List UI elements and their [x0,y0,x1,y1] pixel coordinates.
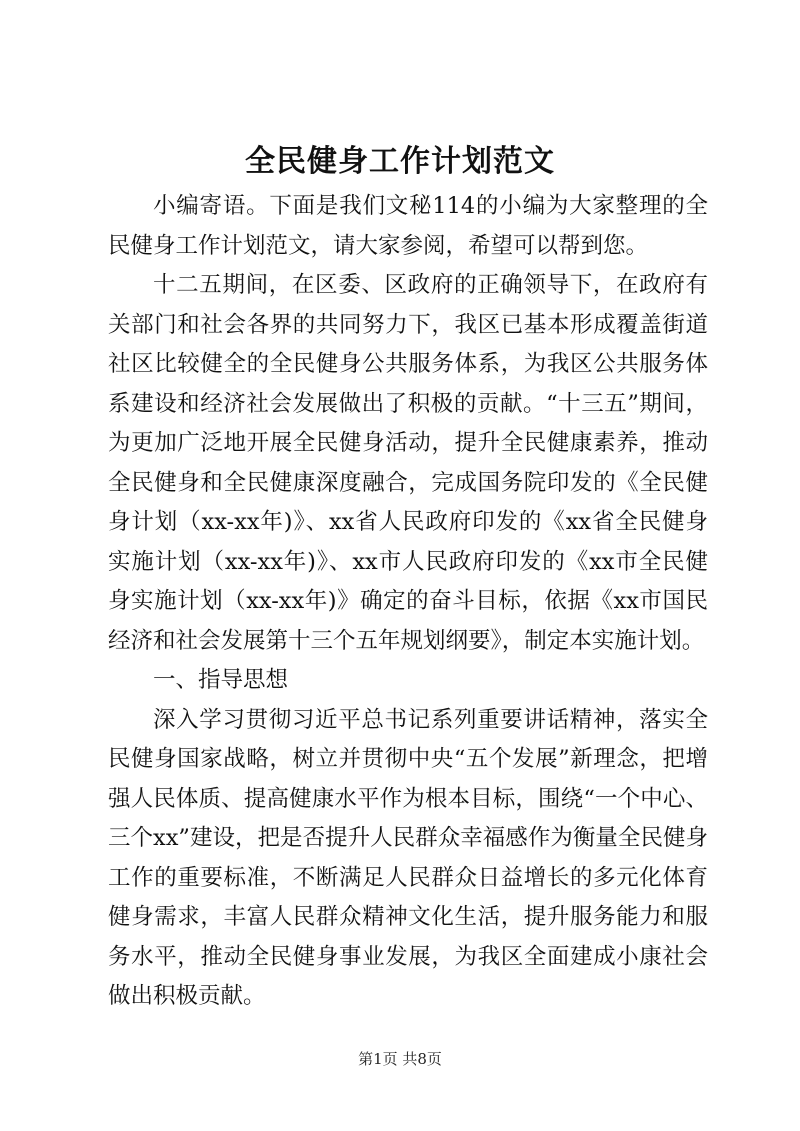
page-footer: 第1页 共8页 [358,1050,442,1068]
paragraph-guiding-ideology: 深入学习贯彻习近平总书记系列重要讲话精神，落实全民健身国家战略，树立并贯彻中央“五个发展”新理念，把增强人民体质、提高健康水平作为根本目标，围绕“一个中心、三个xx”建设，把是否提升人民群众幸福感作为衡量全民健身工作的重要标准，不断满足人民群众日益增长的多元化体育健身需求，丰富人民群众精神文化生活，提升服务能力和服务水平，推动全民健身事业发展，为我区全面建成小康社会做出积极贡献。 [108,706,708,1009]
paragraph-background: 十二五期间，在区委、区政府的正确领导下，在政府有关部门和社会各界的共同努力下，我区已基本形成覆盖街道社区比较健全的全民健身公共服务体系，为我区公共服务体系建设和经济社会发展做出了积极的贡献。“十三五”期间，为更加广泛地开展全民健身活动，提升全民健康素养，推动全民健身和全民健康深度融合，完成国务院印发的《全民健身计划（xx-xx年)》、xx省人民政府印发的《xx省全民健身实施计划（xx-xx年)》、xx市人民政府印发的《xx市全民健身实施计划（xx-xx年)》确定的奋斗目标，依据《xx市国民经济和社会发展第十三个五年规划纲要》，制定本实施计划。 [108,272,708,654]
document-body [108,187,708,1017]
paragraph-intro: 小编寄语。下面是我们文秘114的小编为大家整理的全民健身工作计划范文，请大家参阅，希望可以帮到您。 [108,193,708,259]
section-heading-guiding-ideology: 一、指导思想 [153,667,289,693]
document-title: 全民健身工作计划范文 [245,144,555,179]
